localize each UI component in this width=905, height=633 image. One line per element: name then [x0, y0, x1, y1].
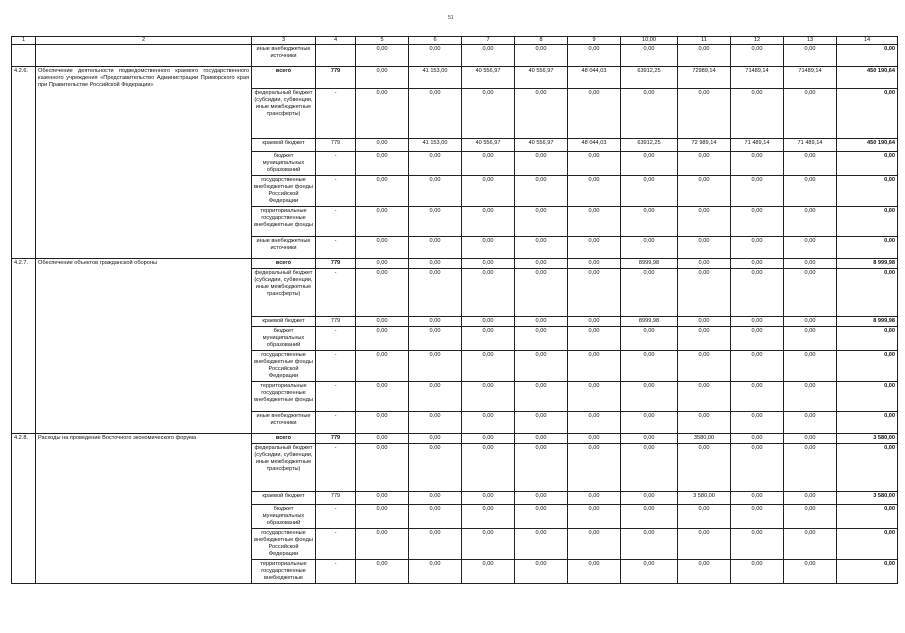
year-amount: 0,00	[621, 529, 678, 560]
item-description: Обеспечение объектов гражданской обороны	[36, 259, 252, 434]
year-amount: 0,00	[731, 351, 784, 382]
total-amount: 0,00	[837, 560, 898, 584]
ministry-code: -	[316, 412, 356, 434]
ministry-code: 779	[316, 434, 356, 444]
ministry-code: -	[316, 505, 356, 529]
year-amount: 0,00	[356, 176, 409, 207]
year-amount: 0,00	[356, 317, 409, 327]
ministry-code: -	[316, 560, 356, 584]
column-header: 14	[837, 37, 898, 45]
year-amount: 0,00	[678, 412, 731, 434]
year-amount: 0,00	[678, 560, 731, 584]
year-amount: 0,00	[462, 505, 515, 529]
year-amount: 0,00	[409, 207, 462, 237]
column-header: 7	[462, 37, 515, 45]
year-amount: 0,00	[731, 259, 784, 269]
year-amount: 0,00	[409, 492, 462, 505]
year-amount: 0,00	[515, 560, 568, 584]
year-amount: 0,00	[515, 152, 568, 176]
year-amount: 0,00	[356, 351, 409, 382]
funding-source: иные внебюджетные источники	[252, 412, 316, 434]
column-header: 10,00	[621, 37, 678, 45]
year-amount: 0,00	[515, 351, 568, 382]
item-number: 4.2.8.	[12, 434, 36, 584]
year-amount: 0,00	[731, 412, 784, 434]
total-amount: 0,00	[837, 152, 898, 176]
year-amount: 0,00	[568, 176, 621, 207]
year-amount: 0,00	[409, 176, 462, 207]
funding-source: федеральный бюджет (субсидии, субвенции, иные межбюджетные трансферты)	[252, 89, 316, 139]
ministry-code: -	[316, 237, 356, 259]
year-amount: 0,00	[409, 259, 462, 269]
column-header: 12	[731, 37, 784, 45]
funding-source: государственные внебюджетные фонды Российской Федерации	[252, 351, 316, 382]
ministry-code: 779	[316, 139, 356, 152]
year-amount: 0,00	[409, 89, 462, 139]
ministry-code: 779	[316, 317, 356, 327]
year-amount: 40 556,97	[462, 139, 515, 152]
year-amount: 0,00	[568, 269, 621, 317]
total-amount: 0,00	[837, 89, 898, 139]
year-amount: 0,00	[731, 89, 784, 139]
year-amount: 0,00	[462, 382, 515, 412]
year-amount: 0,00	[462, 317, 515, 327]
funding-source: территориальные государственные внебюджетные фонды	[252, 382, 316, 412]
item-number: 4.2.6.	[12, 67, 36, 259]
item-description	[36, 45, 252, 67]
year-amount: 3 580,00	[678, 492, 731, 505]
total-amount: 450 190,64	[837, 139, 898, 152]
year-amount: 0,00	[568, 351, 621, 382]
year-amount: 0,00	[515, 529, 568, 560]
year-amount: 0,00	[356, 444, 409, 492]
year-amount: 0,00	[731, 382, 784, 412]
funding-source: федеральный бюджет (субсидии, субвенции, иные межбюджетные трансферты)	[252, 269, 316, 317]
year-amount: 3580,00	[678, 434, 731, 444]
ministry-code: -	[316, 207, 356, 237]
ministry-code: -	[316, 444, 356, 492]
year-amount: 0,00	[784, 269, 837, 317]
table-row	[12, 434, 898, 444]
funding-source: государственные внебюджетные фонды Российской Федерации	[252, 176, 316, 207]
column-header: 3	[252, 37, 316, 45]
year-amount: 0,00	[784, 560, 837, 584]
year-amount: 0,00	[515, 176, 568, 207]
year-amount: 0,00	[678, 327, 731, 351]
funding-source: краевой бюджет	[252, 492, 316, 505]
year-amount: 0,00	[462, 529, 515, 560]
funding-source: краевой бюджет	[252, 139, 316, 152]
year-amount: 0,00	[568, 412, 621, 434]
year-amount: 0,00	[356, 492, 409, 505]
year-amount: 0,00	[462, 152, 515, 176]
table-header	[12, 37, 898, 45]
year-amount: 0,00	[784, 327, 837, 351]
year-amount: 0,00	[462, 259, 515, 269]
year-amount: 8999,98	[621, 259, 678, 269]
column-header: 4	[316, 37, 356, 45]
year-amount: 0,00	[678, 382, 731, 412]
year-amount: 0,00	[784, 317, 837, 327]
year-amount: 0,00	[621, 89, 678, 139]
item-number	[12, 45, 36, 67]
year-amount: 0,00	[731, 560, 784, 584]
column-header: 6	[409, 37, 462, 45]
year-amount: 0,00	[621, 45, 678, 67]
year-amount: 0,00	[731, 529, 784, 560]
year-amount: 0,00	[784, 207, 837, 237]
ministry-code: -	[316, 269, 356, 317]
year-amount: 71 489,14	[731, 139, 784, 152]
year-amount: 0,00	[784, 237, 837, 259]
year-amount: 0,00	[356, 237, 409, 259]
year-amount: 0,00	[731, 176, 784, 207]
year-amount: 0,00	[621, 351, 678, 382]
year-amount: 0,00	[621, 176, 678, 207]
year-amount: 0,00	[462, 327, 515, 351]
item-description: Обеспечение деятельности подведомственного краевого государственного казенного учреждения «Представительство Администрации Приморского края при Правительстве Российской Федерации»	[36, 67, 252, 259]
year-amount: 0,00	[409, 317, 462, 327]
year-amount: 0,00	[731, 317, 784, 327]
total-amount: 3 580,00	[837, 492, 898, 505]
year-amount: 0,00	[515, 412, 568, 434]
funding-source: федеральный бюджет (субсидии, субвенции, иные межбюджетные трансферты)	[252, 444, 316, 492]
year-amount: 72989,14	[678, 67, 731, 89]
funding-source: всего	[252, 259, 316, 269]
year-amount: 0,00	[621, 269, 678, 317]
year-amount: 0,00	[678, 317, 731, 327]
year-amount: 0,00	[568, 434, 621, 444]
column-header: 8	[515, 37, 568, 45]
funding-source: бюджет муниципальных образований	[252, 505, 316, 529]
year-amount: 71 489,14	[784, 139, 837, 152]
year-amount: 0,00	[409, 351, 462, 382]
year-amount: 0,00	[462, 176, 515, 207]
year-amount: 0,00	[568, 492, 621, 505]
year-amount: 0,00	[731, 505, 784, 529]
year-amount: 8999,98	[621, 317, 678, 327]
total-amount: 0,00	[837, 382, 898, 412]
funding-source: иные внебюджетные источники	[252, 237, 316, 259]
year-amount: 0,00	[462, 207, 515, 237]
year-amount: 0,00	[568, 152, 621, 176]
year-amount: 0,00	[356, 152, 409, 176]
year-amount: 0,00	[678, 505, 731, 529]
year-amount: 0,00	[731, 444, 784, 492]
year-amount: 0,00	[621, 412, 678, 434]
year-amount: 0,00	[784, 152, 837, 176]
year-amount: 0,00	[678, 444, 731, 492]
year-amount: 0,00	[409, 327, 462, 351]
year-amount: 0,00	[678, 269, 731, 317]
year-amount: 0,00	[462, 269, 515, 317]
year-amount: 0,00	[621, 492, 678, 505]
year-amount: 0,00	[784, 382, 837, 412]
year-amount: 0,00	[568, 317, 621, 327]
total-amount: 0,00	[837, 327, 898, 351]
column-header: 5	[356, 37, 409, 45]
year-amount: 0,00	[515, 45, 568, 67]
year-amount: 0,00	[568, 444, 621, 492]
total-amount: 0,00	[837, 176, 898, 207]
year-amount: 0,00	[356, 89, 409, 139]
year-amount: 0,00	[731, 207, 784, 237]
year-amount: 0,00	[678, 529, 731, 560]
year-amount: 40 556,97	[515, 67, 568, 89]
year-amount: 48 044,03	[568, 67, 621, 89]
year-amount: 40 556,97	[515, 139, 568, 152]
year-amount: 0,00	[515, 237, 568, 259]
year-amount: 40 556,97	[462, 67, 515, 89]
year-amount: 0,00	[409, 269, 462, 317]
year-amount: 0,00	[356, 139, 409, 152]
year-amount: 0,00	[356, 67, 409, 89]
year-amount: 0,00	[515, 327, 568, 351]
year-amount: 0,00	[568, 529, 621, 560]
ministry-code: -	[316, 529, 356, 560]
year-amount: 0,00	[515, 317, 568, 327]
year-amount: 0,00	[678, 45, 731, 67]
year-amount: 41 153,00	[409, 139, 462, 152]
year-amount: 0,00	[568, 382, 621, 412]
year-amount: 0,00	[462, 434, 515, 444]
ministry-code: -	[316, 176, 356, 207]
year-amount: 0,00	[515, 207, 568, 237]
year-amount: 0,00	[678, 152, 731, 176]
ministry-code: 779	[316, 259, 356, 269]
year-amount: 0,00	[462, 237, 515, 259]
year-amount: 0,00	[678, 237, 731, 259]
table-row	[12, 67, 898, 89]
table-row	[12, 259, 898, 269]
year-amount: 0,00	[621, 434, 678, 444]
year-amount: 0,00	[568, 237, 621, 259]
year-amount: 0,00	[731, 152, 784, 176]
funding-source: всего	[252, 67, 316, 89]
year-amount: 0,00	[568, 505, 621, 529]
funding-source: бюджет муниципальных образований	[252, 327, 316, 351]
year-amount: 0,00	[462, 45, 515, 67]
year-amount: 0,00	[356, 505, 409, 529]
funding-source: территориальные государственные внебюджетные фонды	[252, 207, 316, 237]
year-amount: 0,00	[356, 434, 409, 444]
year-amount: 0,00	[784, 259, 837, 269]
total-amount: 8 999,98	[837, 259, 898, 269]
year-amount: 0,00	[568, 89, 621, 139]
year-amount: 0,00	[678, 351, 731, 382]
year-amount: 0,00	[356, 207, 409, 237]
ministry-code: -	[316, 152, 356, 176]
ministry-code: -	[316, 351, 356, 382]
funding-source: бюджет муниципальных образований	[252, 152, 316, 176]
table-body	[12, 45, 898, 584]
year-amount: 0,00	[621, 207, 678, 237]
year-amount: 0,00	[731, 237, 784, 259]
year-amount: 0,00	[462, 444, 515, 492]
year-amount: 0,00	[515, 505, 568, 529]
year-amount: 0,00	[731, 492, 784, 505]
ministry-code: -	[316, 327, 356, 351]
year-amount: 0,00	[568, 560, 621, 584]
year-amount: 0,00	[621, 444, 678, 492]
total-amount: 0,00	[837, 237, 898, 259]
year-amount: 0,00	[568, 45, 621, 67]
year-amount: 0,00	[356, 269, 409, 317]
year-amount: 0,00	[356, 529, 409, 560]
year-amount: 0,00	[462, 412, 515, 434]
funding-source: государственные внебюджетные фонды Российской Федерации	[252, 529, 316, 560]
column-header: 9	[568, 37, 621, 45]
total-amount: 0,00	[837, 207, 898, 237]
year-amount: 0,00	[462, 492, 515, 505]
year-amount: 0,00	[784, 176, 837, 207]
year-amount: 0,00	[515, 89, 568, 139]
year-amount: 0,00	[356, 412, 409, 434]
year-amount: 0,00	[784, 89, 837, 139]
page-number: 51	[448, 15, 454, 21]
table-row	[12, 45, 898, 67]
year-amount: 0,00	[731, 269, 784, 317]
year-amount: 71489,14	[784, 67, 837, 89]
total-amount: 450 190,64	[837, 67, 898, 89]
item-description: Расходы на проведение Восточного экономического форума	[36, 434, 252, 584]
column-header: 2	[36, 37, 252, 45]
year-amount: 0,00	[409, 45, 462, 67]
year-amount: 0,00	[621, 237, 678, 259]
year-amount: 0,00	[515, 444, 568, 492]
year-amount: 0,00	[731, 327, 784, 351]
year-amount: 0,00	[515, 382, 568, 412]
year-amount: 0,00	[784, 529, 837, 560]
year-amount: 0,00	[678, 176, 731, 207]
column-header: 13	[784, 37, 837, 45]
year-amount: 0,00	[621, 152, 678, 176]
year-amount: 0,00	[784, 444, 837, 492]
year-amount: 0,00	[409, 529, 462, 560]
year-amount: 0,00	[568, 327, 621, 351]
year-amount: 0,00	[515, 434, 568, 444]
budget-table	[11, 36, 898, 584]
year-amount: 0,00	[621, 560, 678, 584]
funding-source: иные внебюджетные источники	[252, 45, 316, 67]
ministry-code: -	[316, 89, 356, 139]
ministry-code: 779	[316, 492, 356, 505]
year-amount: 0,00	[356, 327, 409, 351]
year-amount: 63912,25	[621, 139, 678, 152]
year-amount: 0,00	[731, 45, 784, 67]
year-amount: 0,00	[409, 444, 462, 492]
year-amount: 63912,25	[621, 67, 678, 89]
year-amount: 72 989,14	[678, 139, 731, 152]
ministry-code: -	[316, 382, 356, 412]
column-header: 11	[678, 37, 731, 45]
item-number: 4.2.7.	[12, 259, 36, 434]
funding-source: краевой бюджет	[252, 317, 316, 327]
year-amount: 0,00	[784, 434, 837, 444]
year-amount: 0,00	[515, 492, 568, 505]
total-amount: 0,00	[837, 269, 898, 317]
ministry-code: 779	[316, 67, 356, 89]
year-amount: 0,00	[568, 259, 621, 269]
year-amount: 0,00	[621, 382, 678, 412]
year-amount: 0,00	[356, 560, 409, 584]
year-amount: 0,00	[784, 351, 837, 382]
year-amount: 0,00	[356, 382, 409, 412]
total-amount: 8 999,98	[837, 317, 898, 327]
year-amount: 0,00	[409, 152, 462, 176]
year-amount: 0,00	[784, 505, 837, 529]
year-amount: 0,00	[409, 560, 462, 584]
total-amount: 0,00	[837, 351, 898, 382]
ministry-code	[316, 45, 356, 67]
year-amount: 71489,14	[731, 67, 784, 89]
header-row	[12, 37, 898, 45]
year-amount: 0,00	[678, 207, 731, 237]
total-amount: 0,00	[837, 529, 898, 560]
year-amount: 0,00	[356, 259, 409, 269]
year-amount: 0,00	[462, 560, 515, 584]
year-amount: 0,00	[409, 434, 462, 444]
total-amount: 0,00	[837, 412, 898, 434]
year-amount: 0,00	[409, 412, 462, 434]
year-amount: 0,00	[784, 45, 837, 67]
year-amount: 0,00	[462, 351, 515, 382]
total-amount: 0,00	[837, 505, 898, 529]
year-amount: 0,00	[678, 89, 731, 139]
year-amount: 0,00	[356, 45, 409, 67]
year-amount: 0,00	[621, 327, 678, 351]
year-amount: 0,00	[515, 259, 568, 269]
total-amount: 3 580,00	[837, 434, 898, 444]
year-amount: 0,00	[784, 412, 837, 434]
funding-source: территориальные государственные внебюджетные	[252, 560, 316, 584]
year-amount: 41 153,00	[409, 67, 462, 89]
year-amount: 0,00	[409, 237, 462, 259]
year-amount: 0,00	[568, 207, 621, 237]
column-header: 1	[12, 37, 36, 45]
year-amount: 0,00	[678, 259, 731, 269]
year-amount: 0,00	[784, 492, 837, 505]
year-amount: 0,00	[515, 269, 568, 317]
total-amount: 0,00	[837, 45, 898, 67]
year-amount: 0,00	[462, 89, 515, 139]
year-amount: 0,00	[409, 382, 462, 412]
total-amount: 0,00	[837, 444, 898, 492]
funding-source: всего	[252, 434, 316, 444]
year-amount: 0,00	[409, 505, 462, 529]
year-amount: 48 044,03	[568, 139, 621, 152]
year-amount: 0,00	[621, 505, 678, 529]
year-amount: 0,00	[731, 434, 784, 444]
